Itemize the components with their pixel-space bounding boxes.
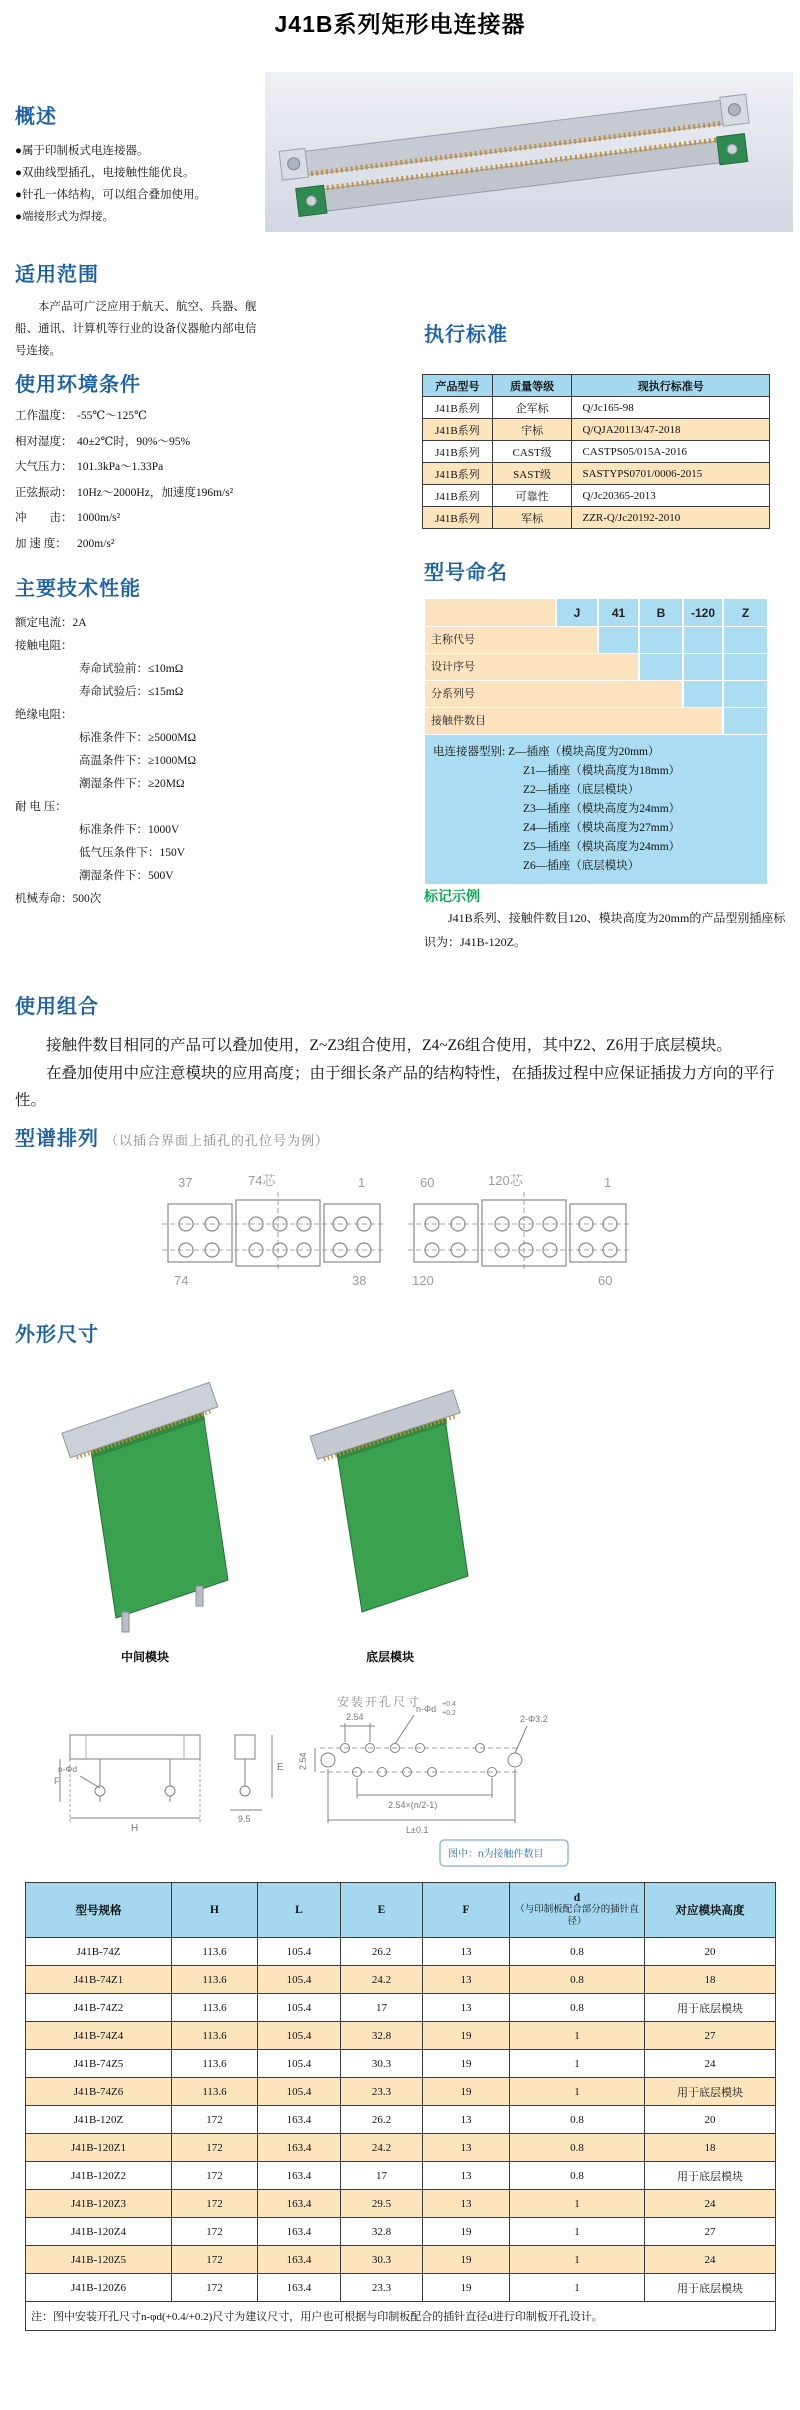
table-note-row: [26, 2302, 776, 2331]
table-cell: J41B-74Z4: [26, 2022, 172, 2050]
table-cell: 113.6: [172, 1966, 258, 1994]
performance-line: 耐 电 压：: [15, 801, 67, 813]
table-cell: 172: [172, 2218, 258, 2246]
table-cell: 163.4: [258, 2246, 341, 2274]
performance-list: [15, 612, 270, 911]
performance-line: 接触电阻：: [15, 640, 73, 652]
table-cell: 18: [645, 2134, 776, 2162]
table-cell: J41B-120Z1: [26, 2134, 172, 2162]
table-cell: 32.8: [341, 2218, 423, 2246]
table-header-row: [26, 1883, 776, 1938]
table-cell: 105.4: [258, 2050, 341, 2078]
table-cell: 163.4: [258, 2162, 341, 2190]
naming-code-row: [425, 599, 767, 626]
performance-line: 寿命试验后：≤15mΩ: [79, 686, 184, 698]
table-cell: CAST级: [492, 441, 572, 463]
table-cell: ZZR-Q/Jc20192-2010: [572, 507, 770, 529]
table-cell: 19: [423, 2078, 510, 2106]
type-option: Z2—插座（底层模块）: [523, 784, 640, 796]
install-note: 图中：n为接触件数目: [448, 1849, 544, 1860]
table-cell: 19: [423, 2050, 510, 2078]
table-cell: 113.6: [172, 2050, 258, 2078]
table-cell: J41B系列: [423, 419, 493, 441]
table-row: [26, 2134, 776, 2162]
table-cell: 13: [423, 2106, 510, 2134]
table-cell: 113.6: [172, 2078, 258, 2106]
table-cell: 0.8: [510, 1966, 645, 1994]
table-cell: J41B系列: [423, 441, 493, 463]
table-cell: J41B系列: [423, 397, 493, 419]
table-cell: 13: [423, 1938, 510, 1966]
pin-label: 1: [604, 1175, 612, 1190]
table-cell: 30.3: [341, 2050, 423, 2078]
naming-code-cell: 41: [597, 599, 638, 626]
table-row: [26, 2022, 776, 2050]
spec-value: 10Hz～2000Hz，加速度196m/s²: [77, 486, 234, 499]
column-header-d: [510, 1883, 645, 1938]
table-cell: 163.4: [258, 2190, 341, 2218]
spec-value: -55℃～125℃: [77, 410, 147, 422]
performance-heading: 主要技术性能: [15, 578, 141, 600]
type-option: Z4—插座（模块高度为27mm）: [523, 822, 681, 834]
scope-heading: 适用范围: [15, 264, 99, 286]
table-cell: 企军标: [492, 397, 572, 419]
table-cell: J41B系列: [423, 463, 493, 485]
table-cell: 163.4: [258, 2218, 341, 2246]
table-cell: J41B-120Z5: [26, 2246, 172, 2274]
table-cell: 105.4: [258, 1966, 341, 1994]
table-cell: 172: [172, 2106, 258, 2134]
environment-item: [15, 404, 270, 430]
table-cell: 军标: [492, 507, 572, 529]
table-row: [26, 2050, 776, 2078]
table-cell: 13: [423, 2162, 510, 2190]
spec-label: 工作温度：: [15, 410, 73, 422]
performance-line: 标准条件下：1000V: [79, 824, 180, 836]
table-cell: SAST级: [492, 463, 572, 485]
product-photo: [265, 72, 793, 232]
table-row: [26, 2162, 776, 2190]
table-cell: 105.4: [258, 1994, 341, 2022]
table-cell: 1: [510, 2050, 645, 2078]
table-cell: 用于底层模块: [645, 2078, 776, 2106]
table-row: [26, 2190, 776, 2218]
column-header-d-sub: （与印制板配合部分的插针直径）: [515, 1905, 639, 1927]
table-cell: 可靠性: [492, 485, 572, 507]
column-header: L: [258, 1883, 341, 1938]
dim-holes: n-Φd: [416, 1704, 437, 1714]
naming-code-cell: Z: [722, 599, 767, 626]
performance-line: 高温条件下：≥1000MΩ: [79, 755, 197, 767]
table-cell: 用于底层模块: [645, 2274, 776, 2302]
table-cell: 105.4: [258, 2022, 341, 2050]
table-cell: 用于底层模块: [645, 2162, 776, 2190]
naming-row: [425, 681, 767, 707]
table-cell: 105.4: [258, 1938, 341, 1966]
table-cell: 19: [423, 2274, 510, 2302]
dim-span: 2.54×(n/2-1): [388, 1800, 438, 1810]
dim-tol-top: +0.4: [442, 1701, 456, 1708]
combination-para2: 在叠加使用中应注意模块的应用高度；由于细长条产品的结构特性，在插拔过程中应保证插拔力方向的平行性。: [15, 1065, 775, 1109]
environment-item: [15, 430, 270, 456]
column-header: H: [172, 1883, 258, 1938]
table-cell: J41B-74Z1: [26, 1966, 172, 1994]
table-cell: J41B-74Z5: [26, 2050, 172, 2078]
environment-list: [15, 404, 270, 557]
environment-heading: 使用环境条件: [15, 374, 141, 396]
naming-row: [425, 654, 767, 680]
table-cell: 113.6: [172, 2022, 258, 2050]
table-cell: J41B系列: [423, 485, 493, 507]
pin-diagram-120: [408, 1192, 630, 1272]
overview-bullet: ●双曲线型插孔，电接触性能优良。: [15, 167, 195, 179]
standards-table: [422, 374, 770, 529]
column-header: 对应模块高度: [645, 1883, 776, 1938]
table-note: 注：图中安装开孔尺寸n-φd(+0.4/+0.2)尺寸为建议尺寸，用户也可根据与印制板配合的插针直径d进行印制板开孔设计。: [26, 2302, 776, 2331]
column-header: E: [341, 1883, 423, 1938]
dim-tol-bottom: +0.2: [442, 1710, 456, 1717]
pin-label: 60: [598, 1273, 613, 1288]
table-cell: 18: [645, 1966, 776, 1994]
bottom-module-photo: [292, 1372, 492, 1640]
table-cell: Q/QJA20113/47-2018: [572, 419, 770, 441]
table-cell: 172: [172, 2190, 258, 2218]
naming-code-cell: J: [555, 599, 597, 626]
pin-label: 120芯: [488, 1173, 523, 1188]
environment-item: [15, 532, 270, 558]
table-cell: 19: [423, 2218, 510, 2246]
table-cell: CASTPS05/015A-2016: [572, 441, 770, 463]
spec-value: 1000m/s²: [77, 512, 121, 524]
performance-line: 潮湿条件下：≥20MΩ: [79, 778, 185, 790]
dimension-drawings: [50, 1690, 570, 1878]
spec-value: 200m/s²: [77, 537, 115, 550]
dim-label-95: 9.5: [238, 1814, 251, 1824]
table-cell: 163.4: [258, 2106, 341, 2134]
combination-para1: 接触件数目相同的产品可以叠加使用，Z~Z3组合使用，Z4~Z6组合使用，其中Z2、Z6用于底层模块。: [46, 1037, 732, 1054]
table-cell: 27: [645, 2218, 776, 2246]
naming-heading: 型号命名: [424, 562, 508, 584]
table-row: [423, 463, 770, 485]
column-header: F: [423, 1883, 510, 1938]
performance-line: 绝缘电阻：: [15, 709, 73, 721]
table-cell: 113.6: [172, 1994, 258, 2022]
table-cell: 172: [172, 2274, 258, 2302]
dim-pitch-left: 2.54: [298, 1752, 308, 1770]
table-cell: 1: [510, 2022, 645, 2050]
connector-type-list: [425, 735, 767, 884]
table-cell: 0.8: [510, 2134, 645, 2162]
pin-label: 74芯: [248, 1173, 276, 1188]
table-cell: 24.2: [341, 1966, 423, 1994]
table-cell: 1: [510, 2190, 645, 2218]
spectrum-subtitle: （以插合界面上插孔的孔位号为例）: [105, 1133, 330, 1148]
table-header-row: [423, 375, 770, 397]
table-cell: 27: [645, 2022, 776, 2050]
type-option: Z3—插座（模块高度为24mm）: [523, 803, 681, 815]
table-cell: J41B系列: [423, 507, 493, 529]
table-cell: SASTYPS0701/0006-2015: [572, 463, 770, 485]
pin-layout-diagrams: [160, 1172, 630, 1290]
table-cell: J41B-120Z6: [26, 2274, 172, 2302]
spec-value: 101.3kPa～1.33Pa: [77, 461, 164, 473]
spec-label: 加 速 度：: [15, 537, 67, 550]
type-option: 电连接器型别: Z—插座（模块高度为20mm）: [433, 746, 660, 758]
table-cell: 30.3: [341, 2246, 423, 2274]
pin-diagram-74: [162, 1192, 386, 1272]
table-cell: 13: [423, 2190, 510, 2218]
table-cell: 20: [645, 2106, 776, 2134]
table-row: [423, 419, 770, 441]
table-cell: 163.4: [258, 2134, 341, 2162]
middle-module-photo: [48, 1372, 248, 1640]
table-row: [423, 441, 770, 463]
table-cell: 19: [423, 2022, 510, 2050]
pin-label: 74: [174, 1273, 189, 1288]
naming-code-cell: -120: [682, 599, 722, 626]
table-cell: 20: [645, 1938, 776, 1966]
table-cell: 24.2: [341, 2134, 423, 2162]
dim-label-h: H: [131, 1823, 139, 1834]
table-row: [26, 1938, 776, 1966]
table-row: [423, 485, 770, 507]
type-option: Z5—插座（模块高度为24mm）: [523, 841, 681, 853]
table-cell: 29.5: [341, 2190, 423, 2218]
performance-line: 机械寿命：500次: [15, 893, 102, 905]
install-title: 安装开孔尺寸: [337, 1695, 422, 1709]
table-cell: 17: [341, 1994, 423, 2022]
bottom-module-label: 底层模块: [365, 1650, 414, 1664]
table-cell: 宇标: [492, 419, 572, 441]
table-row: [26, 1994, 776, 2022]
column-header: 产品型号: [423, 375, 493, 397]
pin-label: 37: [178, 1175, 193, 1190]
overview-bullets: [15, 140, 265, 228]
table-cell: 13: [423, 1994, 510, 2022]
scope-text: 本产品可广泛应用于航天、航空、兵器、舰船、通讯、计算机等行业的设备仪器舱内部电信号连接。: [15, 301, 257, 357]
dim-pitch-top: 2.54: [346, 1712, 364, 1722]
spec-label: 相对湿度：: [15, 435, 73, 448]
page-title: J41B系列矩形电连接器: [274, 11, 526, 37]
overview-bullet: ●端接形式为焊接。: [15, 211, 114, 223]
table-cell: J41B-74Z: [26, 1938, 172, 1966]
table-cell: 1: [510, 2246, 645, 2274]
pin-label: 1: [358, 1175, 366, 1190]
table-row: [26, 1966, 776, 1994]
performance-line: 额定电流：2A: [15, 617, 87, 629]
table-cell: J41B-120Z2: [26, 2162, 172, 2190]
spec-value: 40±2℃时，90%～95%: [77, 435, 191, 448]
dim-label-pin: n-Φd: [58, 1764, 78, 1774]
table-row: [26, 2246, 776, 2274]
combination-heading: 使用组合: [15, 996, 99, 1018]
column-header: 质量等级: [492, 375, 572, 397]
performance-line: 标准条件下：≥5000MΩ: [79, 732, 197, 744]
dim-label-e: E: [277, 1762, 284, 1773]
naming-row: [425, 627, 767, 653]
table-row: [26, 2218, 776, 2246]
spec-label: 正弦振动：: [15, 486, 73, 499]
table-cell: 13: [423, 2134, 510, 2162]
environment-item: [15, 455, 270, 481]
table-cell: J41B-120Z4: [26, 2218, 172, 2246]
table-cell: 23.3: [341, 2078, 423, 2106]
environment-item: [15, 481, 270, 507]
table-cell: J41B-74Z6: [26, 2078, 172, 2106]
spectrum-heading: [15, 1122, 329, 1151]
table-cell: Q/Jc20365-2013: [572, 485, 770, 507]
spectrum-heading-text: 型谱排列: [15, 1128, 99, 1150]
table-cell: 172: [172, 2246, 258, 2274]
overview-bullet: ●属于印制板式电连接器。: [15, 145, 149, 157]
naming-row-label: 分系列号: [425, 681, 682, 707]
table-cell: 24: [645, 2190, 776, 2218]
table-cell: 163.4: [258, 2274, 341, 2302]
table-cell: 用于底层模块: [645, 1994, 776, 2022]
dim-length: L±0.1: [406, 1825, 429, 1835]
naming-row: [425, 708, 767, 734]
table-row: [26, 2078, 776, 2106]
pin-label: 120: [412, 1273, 434, 1288]
table-cell: 105.4: [258, 2078, 341, 2106]
middle-module-label: 中间模块: [120, 1650, 169, 1664]
table-cell: 24: [645, 2050, 776, 2078]
table-cell: 0.8: [510, 1994, 645, 2022]
performance-line: 低气压条件下：150V: [79, 847, 186, 859]
table-cell: 1: [510, 2078, 645, 2106]
column-header: 现执行标准号: [572, 375, 770, 397]
naming-row-label: 主称代号: [425, 627, 597, 653]
table-cell: J41B-74Z2: [26, 1994, 172, 2022]
table-row: [26, 2274, 776, 2302]
table-row: [26, 2106, 776, 2134]
marking-heading: 标记示例: [424, 888, 480, 904]
table-cell: 0.8: [510, 2106, 645, 2134]
table-cell: 0.8: [510, 1938, 645, 1966]
table-cell: 24: [645, 2246, 776, 2274]
table-cell: J41B-120Z: [26, 2106, 172, 2134]
table-cell: Q/Jc165-98: [572, 397, 770, 419]
model-naming-diagram: [425, 598, 767, 884]
column-header: 型号规格: [26, 1883, 172, 1938]
table-cell: J41B-120Z3: [26, 2190, 172, 2218]
overview-bullet: ●针孔一体结构，可以组合叠加使用。: [15, 189, 206, 201]
performance-line: 寿命试验前：≤10mΩ: [79, 663, 184, 675]
table-row: [423, 507, 770, 529]
table-cell: 23.3: [341, 2274, 423, 2302]
pin-label: 60: [420, 1175, 435, 1190]
type-option: Z6—插座（底层模块）: [523, 860, 640, 872]
table-cell: 13: [423, 1966, 510, 1994]
standards-heading: 执行标准: [424, 324, 508, 346]
naming-row-label: 设计序号: [425, 654, 638, 680]
performance-line: 潮湿条件下：500V: [79, 870, 174, 882]
naming-row-label: 接触件数目: [425, 708, 722, 734]
table-cell: 172: [172, 2134, 258, 2162]
dimensions-table: [25, 1882, 776, 2331]
table-cell: 1: [510, 2218, 645, 2246]
pin-label: 38: [352, 1273, 367, 1288]
spec-label: 大气压力：: [15, 461, 73, 473]
table-cell: 113.6: [172, 1938, 258, 1966]
table-cell: 172: [172, 2162, 258, 2190]
dim-corner: 2-Φ3.2: [520, 1714, 548, 1724]
table-row: [423, 397, 770, 419]
column-header-d-main: d: [573, 1892, 581, 1904]
type-option: Z1—插座（模块高度为18mm）: [523, 765, 681, 777]
table-cell: 19: [423, 2246, 510, 2274]
environment-item: [15, 506, 270, 532]
overview-heading: 概述: [15, 106, 57, 128]
dim-label-f: F: [54, 1776, 60, 1786]
table-cell: 17: [341, 2162, 423, 2190]
table-cell: 26.2: [341, 1938, 423, 1966]
table-cell: 0.8: [510, 2162, 645, 2190]
outline-heading: 外形尺寸: [15, 1324, 99, 1346]
table-cell: 26.2: [341, 2106, 423, 2134]
naming-code-cell: B: [638, 599, 682, 626]
table-cell: 1: [510, 2274, 645, 2302]
spec-label: 冲 击：: [15, 512, 73, 524]
table-cell: 32.8: [341, 2022, 423, 2050]
marking-text: J41B系列、接触件数目120、模块高度为20mm的产品型别插座标识为：J41B-120Z。: [424, 911, 786, 949]
